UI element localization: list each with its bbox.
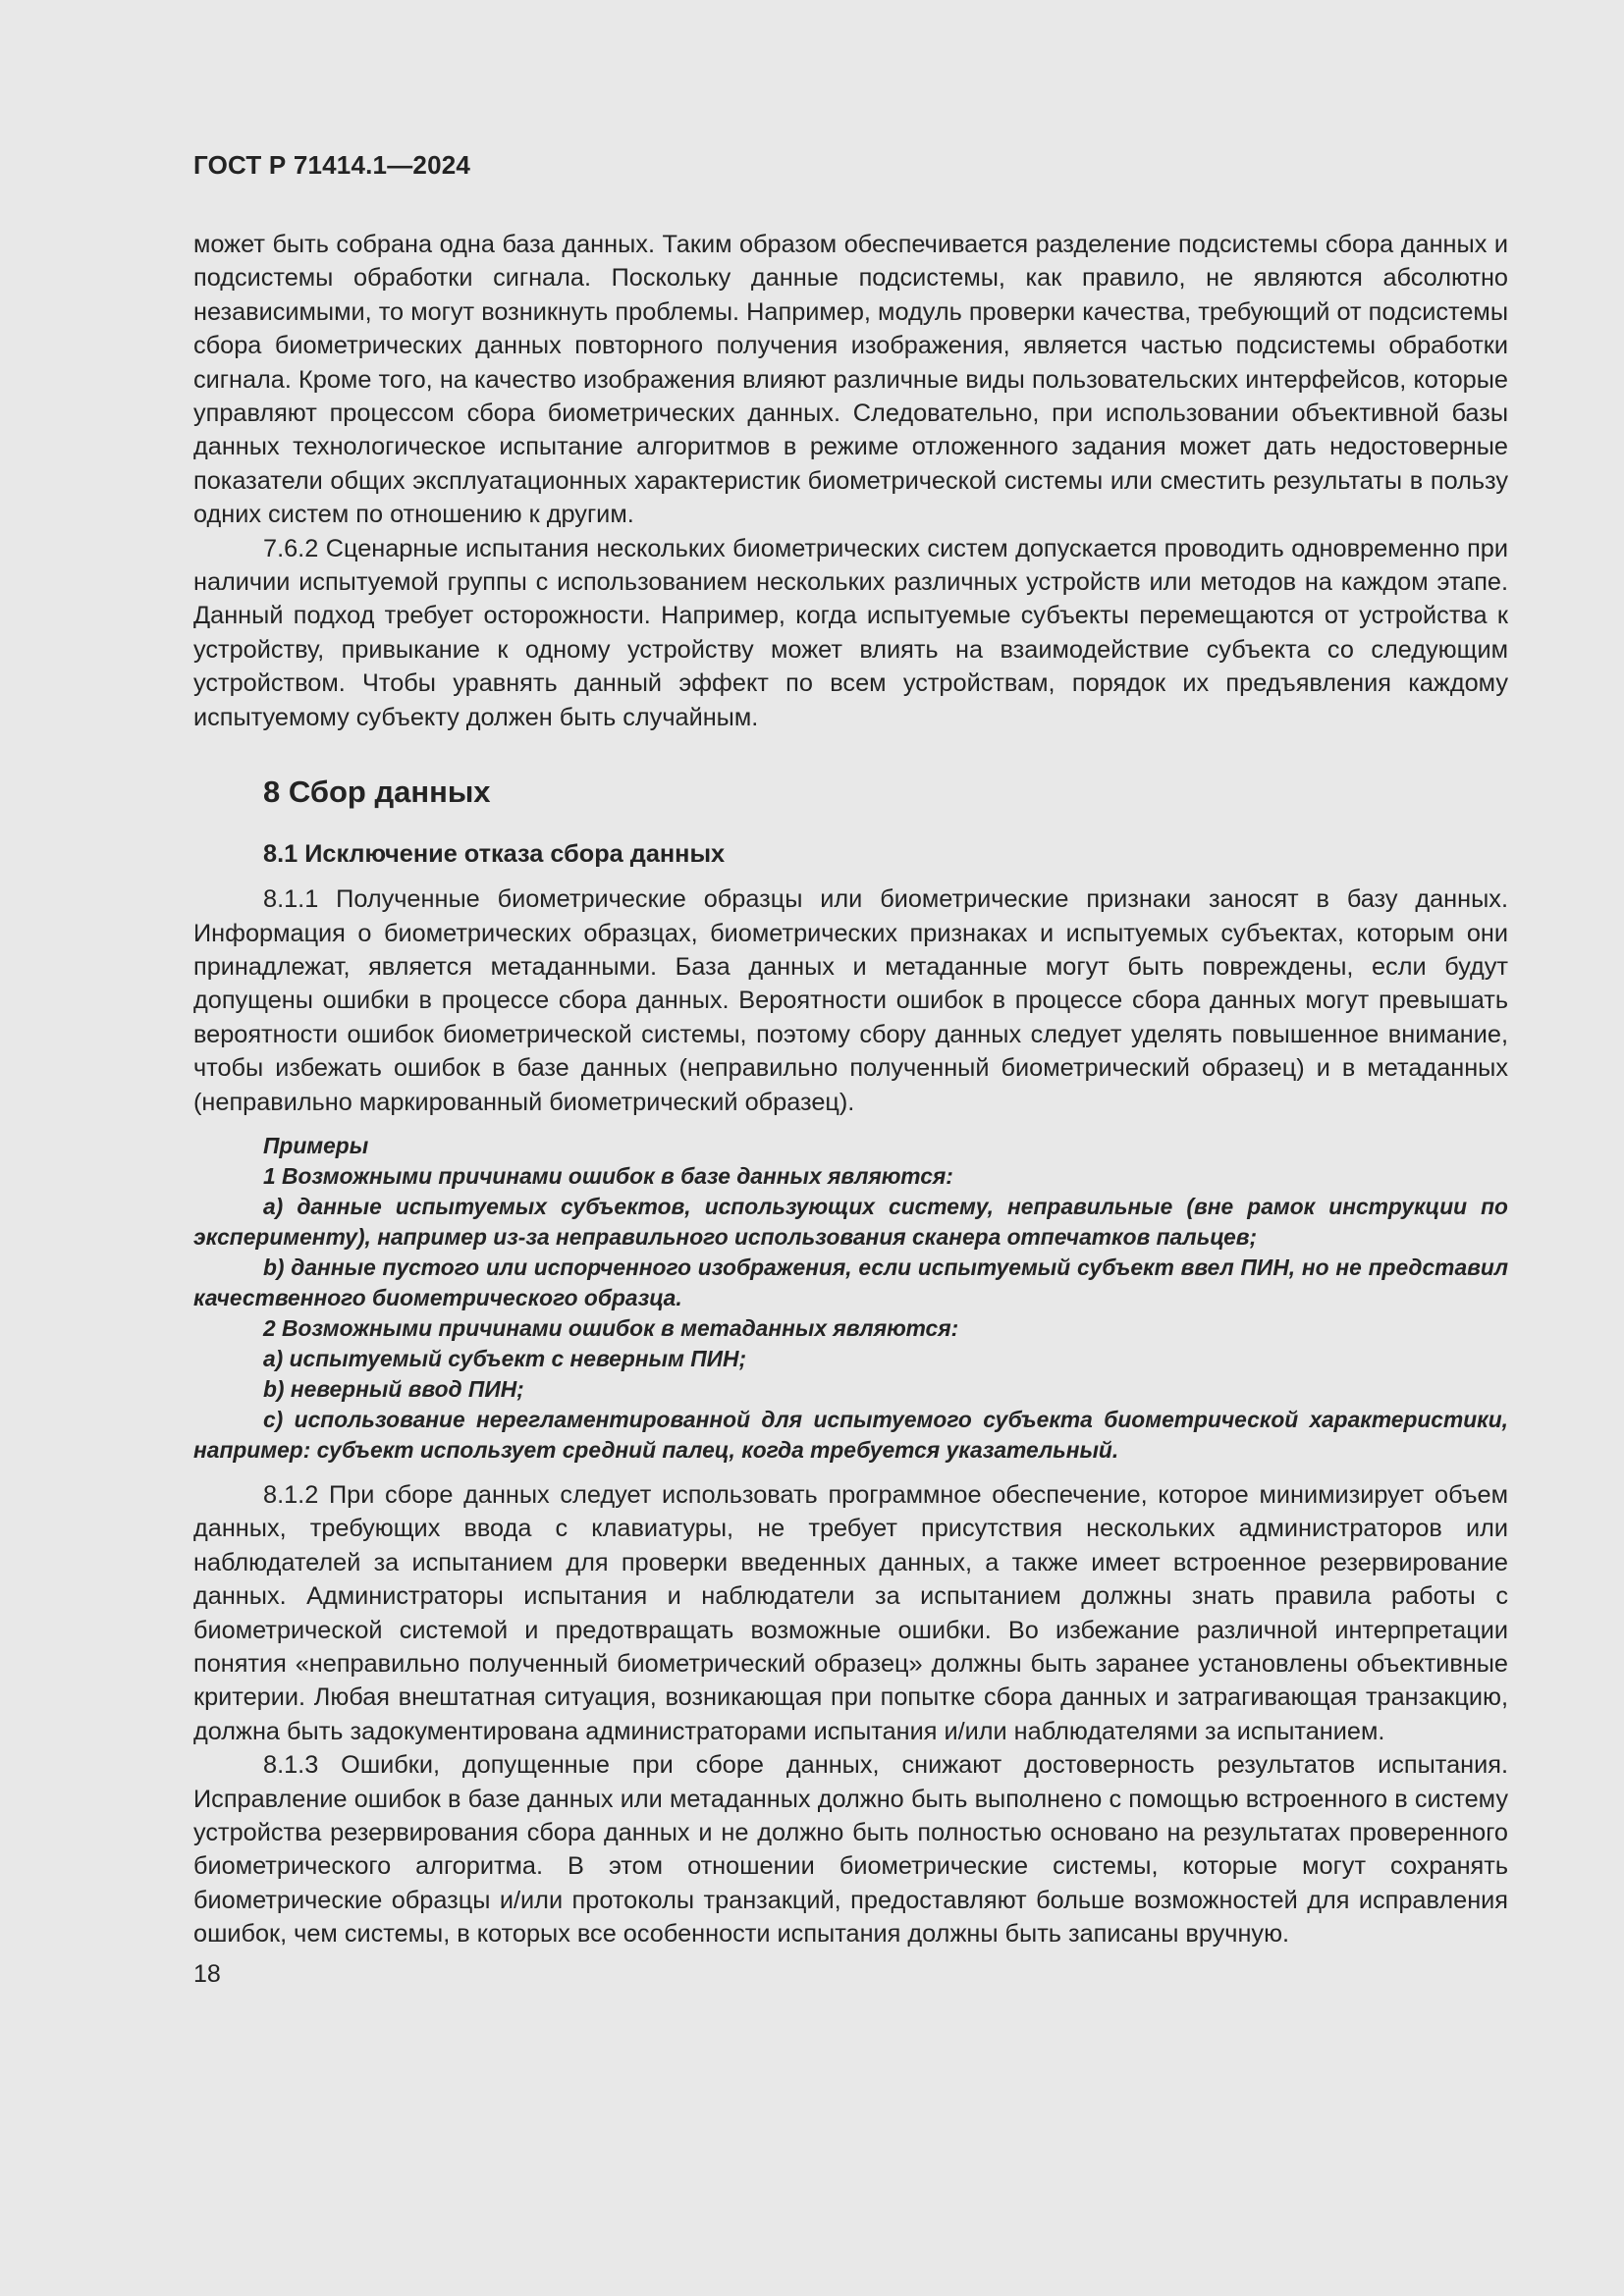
- example-2-heading: 2 Возможными причинами ошибок в метаданных являются:: [263, 1314, 959, 1341]
- paragraph-continuation: может быть собрана одна база данных. Таким образом обеспечивается разделение подсистемы сбора данных и подсистемы обработки сигнала. Поскольку данные подсистемы, как правило, не являются абсолютно независимыми, то могут возникнуть проблемы. Например, модуль проверки качества, требующий от подсистемы сбора биометрических данных повторного получения изображения, является частью подсистемы обработки сигнала. Кроме того, на качество изображения влияют различные виды пользовательских интерфейсов, которые управляют процессом сбора биометрических данных. Следовательно, при использовании объективной базы данных технологическое испытание алгоритмов в режиме отложенного задания может дать недостоверные показатели общих эксплуатационных характеристик биометрической системы или сместить результаты в пользу одних систем по отношению к другим.: [193, 231, 1508, 529]
- example-2-item-a: а) испытуемый субъект с неверным ПИН;: [263, 1345, 747, 1371]
- example-1-item-b: b) данные пустого или испорченного изображения, если испытуемый субъект ввел ПИН, но не представил качественного биометрического образца.: [193, 1254, 1508, 1310]
- section-8-title: 8 Сбор данных: [263, 774, 491, 810]
- paragraph-7-6-2: 7.6.2 Сценарные испытания нескольких биометрических систем допускается проводить одновременно при наличии испытуемой группы с использованием нескольких различных устройств или методов на каждом этапе. Данный подход требует осторожности. Например, когда испытуемые субъекты перемещаются от устройства к устройству, привыкание к одному устройству может влиять на взаимодействие субъекта со следующим устройством. Чтобы уравнять данный эффект по всем устройствам, порядок их предъявления каждому испытуемому субъекту должен быть случайным.: [193, 534, 1508, 731]
- standard-number-header: ГОСТ Р 71414.1—2024: [193, 150, 471, 180]
- document-page: [193, 147, 1508, 1991]
- paragraph-8-1-1: 8.1.1 Полученные биометрические образцы или биометрические признаки заносят в базу данных. Информация о биометрических образцах, биометрических признаках и испытуемых субъектах, которым они принадлежат, является метаданными. База данных и метаданные могут быть повреждены, если будут допущены ошибки в процессе сбора данных. Вероятности ошибок в процессе сбора данных могут превышать вероятности ошибок биометрической системы, поэтому сбору данных следует уделять повышенное внимание, чтобы избежать ошибок в базе данных (неправильно полученный биометрический образец) и в метаданных (неправильно маркированный биометрический образец).: [193, 885, 1508, 1116]
- example-1-heading: 1 Возможными причинами ошибок в базе данных являются:: [263, 1162, 953, 1189]
- paragraph-8-1-3: 8.1.3 Ошибки, допущенные при сборе данных, снижают достоверность результатов испытания. Исправление ошибок в базе данных или метаданных должно быть выполнено с помощью встроенного в систему устройства резервирования сбора данных и не должно быть полностью основано на результатах проверенного биометрического алгоритма. В этом отношении биометрические системы, которые могут сохранять биометрические образцы и/или протоколы транзакций, предоставляют больше возможностей для исправления ошибок, чем системы, в которых все особенности испытания должны быть записаны вручную.: [193, 1751, 1508, 1949]
- example-2-item-b: b) неверный ввод ПИН;: [263, 1375, 524, 1402]
- paragraph-8-1-2: 8.1.2 При сборе данных следует использовать программное обеспечение, которое минимизирует объем данных, требующих ввода с клавиатуры, не требует присутствия нескольких администраторов или наблюдателей за испытанием для проверки введенных данных, а также имеет встроенное резервирование данных. Администраторы испытания и наблюдатели за испытанием должны знать правила работы с биометрической системой и предотвращать возможные ошибки. Во избежание различной интерпретации понятия «неправильно полученный биометрический образец» должны быть заранее установлены объективные критерии. Любая внештатная ситуация, возникающая при попытке сбора данных и затрагивающая транзакцию, должна быть задокументирована администраторами испытания и/или наблюдателями за испытанием.: [193, 1480, 1508, 1745]
- subsection-8-1-title: 8.1 Исключение отказа сбора данных: [263, 840, 726, 869]
- page-number: 18: [193, 1959, 221, 1988]
- examples-block: [193, 1131, 1508, 1466]
- example-2-item-c: c) использование нерегламентированной для испытуемого субъекта биометрической характеристики, например: субъект использует средний палец, когда требуется указательный.: [193, 1406, 1508, 1463]
- examples-heading: Примеры: [263, 1132, 369, 1158]
- example-1-item-a: а) данные испытуемых субъектов, использующих систему, неправильные (вне рамок инструкции по эксперименту), например из-за неправильного использования сканера отпечатков пальцев;: [193, 1193, 1508, 1250]
